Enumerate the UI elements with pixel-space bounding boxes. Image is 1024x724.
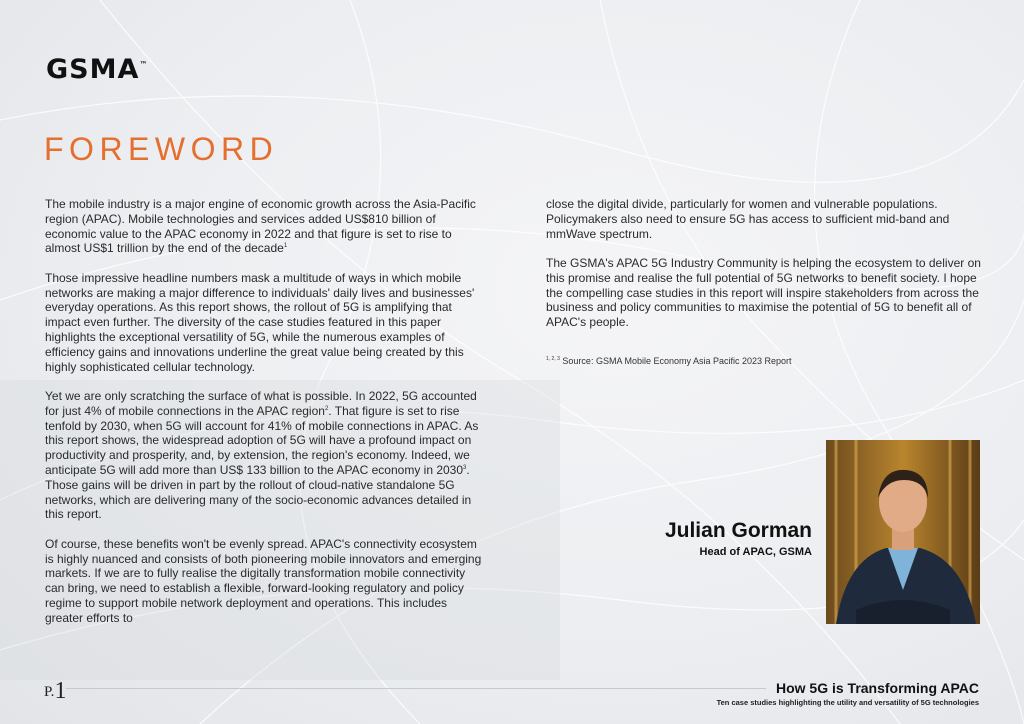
report-subtitle: Ten case studies highlighting the utility and versatility of 5G technologies: [716, 698, 979, 707]
paragraph: Of course, these benefits won't be evenly spread. APAC's connectivity ecosystem is highly nuanced and consists of both pioneering mobile innovators and emerging markets. If we are to fully realise the digitally transformation mobile connectivity can bring, we need to establish a flexible, forward-looking regulatory and policy regime to support mobile network deployment and operations. This includes greater efforts to: [45, 536, 482, 625]
page-number: P.1: [44, 678, 67, 704]
left-column-text: [45, 197, 485, 640]
paragraph: Yet we are only scratching the surface of what is possible. In 2022, 5G accounted for just 4% of mobile connections in the APAC region$^2$. That figure is set to rise tenfold by 2030, when 5G will account for 41% of mobile connections in APAC. As this report shows, the widespread adoption of 5G will have a profound impact on productivity and prosperity, and, by extension, the region's economy. Indeed, we anticipate 5G will add more than US$ 133 billion to the APAC economy in 2030$^3$. Those gains will be driven in part by the rollout of cloud-native standalone 5G networks, which are delivering many of the socio-economic advances detailed in this report.: [45, 388, 479, 522]
paragraph: The GSMA's APAC 5G Industry Community is helping the ecosystem to deliver on this promise and realise the full potential of 5G networks to benefit society. I hope the compelling case studies in this report will inspire stakeholders from across the business and policy communities to maximise the potential of 5G to benefit all of APAC's people.: [546, 255, 981, 330]
right-column-text: [546, 197, 986, 369]
author-name: Julian Gorman: [664, 519, 812, 542]
author-role: Head of APAC, GSMA: [699, 546, 812, 558]
report-title: How 5G is Transforming APAC: [775, 680, 979, 696]
paragraph: close the digital divide, particularly for women and vulnerable populations. Policymakers also need to ensure 5G has access to sufficient mid-band and mmWave spectrum.: [546, 197, 950, 241]
paragraph: Those impressive headline numbers mask a multitude of ways in which mobile networks are making a major difference to individuals' daily lives and businesses' everyday operations. As this report shows, the rollout of 5G is amplifying that impact even further. The diversity of the case studies featured in this paper highlights the exceptional versatility of 5G, while the numerous examples of efficiency gains and innovations underline the great value being created by this highly sophisticated cellular technology.: [45, 270, 475, 374]
author-photo: [826, 440, 980, 624]
footnote: $^{1, 2, 3}$ Source: GSMA Mobile Economy Asia Pacific 2023 Report: [546, 355, 792, 366]
footer-divider: [66, 688, 766, 689]
gsma-logo: GSMA™: [46, 54, 149, 85]
page-title: FOREWORD: [44, 131, 279, 167]
paragraph: The mobile industry is a major engine of economic growth across the Asia-Pacific region (APAC). Mobile technologies and services added US$810 billion of economic value to the APAC economy in 2022 and that figure is set to rise to almost US$1 trillion by the end of the decade$^1$: [45, 197, 476, 256]
